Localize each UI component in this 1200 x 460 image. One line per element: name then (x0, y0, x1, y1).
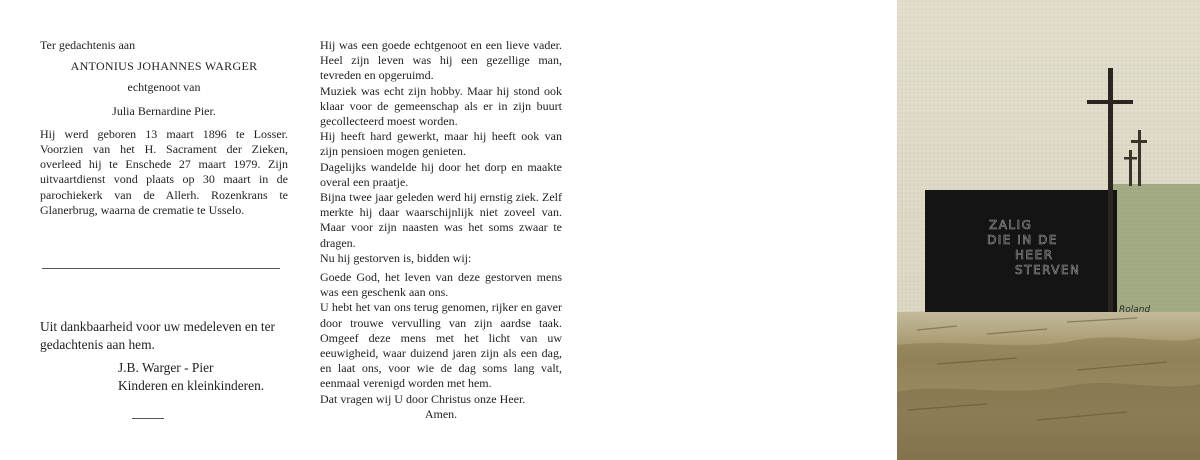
deceased-name: ANTONIUS JOHANNES WARGER (70, 59, 258, 74)
intro-text: Ter gedachtenis aan (40, 38, 136, 52)
family-line: Kinderen en kleinkinderen. (118, 377, 265, 393)
left-column (40, 38, 288, 218)
paragraph: Hij was een goede echtgenoot en een lieve vader. Heel zijn leven was hij een gezellige man, tevreden en opgeruimd. (320, 38, 562, 83)
paragraph: Dagelijks wandelde hij door het dorp en maakte overal een praatje. (320, 159, 562, 189)
paragraph: Muziek was echt zijn hobby. Maar hij stond ook klaar voor de gemeenschap als er in zijn buurt gecollecteerd moest worden. (320, 83, 562, 129)
bottom-divider (132, 418, 164, 419)
artist-signature: Roland (1119, 305, 1151, 315)
middle-column (320, 38, 562, 422)
paragraph: Dat vragen wij U door Christus onze Heer. (320, 391, 526, 406)
inscription-line: STERVEN (1015, 263, 1081, 277)
thanks-text: Uit dankbaarheid voor uw medeleven en ter gedachtenis aan hem. (40, 319, 275, 352)
paragraph: Bijna twee jaar geleden werd hij ernstig ziek. Zelf merkte hij daar waarschijnlijk niet zoveel van. Maar voor zijn naasten was het soms zwaar te dragen. (320, 190, 562, 250)
paragraph: Goede God, het leven van deze gestorven mens was een geschenk aan ons. (320, 270, 562, 300)
paragraph: Nu hij gestorven is, bidden wij: (320, 250, 472, 265)
left-divider (42, 268, 280, 269)
amen-text: Amen. (424, 406, 458, 421)
biography-text: Hij werd geboren 13 maart 1896 te Losser. Voorzien van het H. Sacrament der Zieken, overleed hij te Enschede 27 maart 1979. Zijn uitvaartdienst vond plaats op 30 maart in de parochiekerk van de Allerh. Rozenkrans te Glanerbrug, waarna de crematie te Usselo. (40, 126, 288, 217)
inscription-line: HEER (1015, 248, 1054, 262)
spouse-label: echtgenoot van (127, 80, 201, 95)
signer-name: J.B. Warger - Pier (118, 360, 214, 375)
spouse-name: Julia Bernardine Pier. (112, 103, 216, 118)
cover-artwork (897, 0, 1200, 460)
signoff-block (118, 359, 298, 394)
inscription-line: ZALIG (989, 218, 1033, 232)
inscription-line: DIE IN DE (987, 233, 1058, 247)
paragraph: Hij heeft hard gewerkt, maar hij heeft ook van zijn pensioen mogen genieten. (320, 129, 562, 159)
paragraph: U hebt het van ons terug genomen, rijker en gaver door trouwe vervulling van zijn aardse taak. Omgeef deze mens met het licht van uw eeuwigheid, waar duizend jaren zijn als een dag, en laat ons, voor wie de dag soms lang valt, eenmaal verenigd worden met hem. (320, 300, 562, 391)
artwork-inscription (987, 218, 1147, 278)
